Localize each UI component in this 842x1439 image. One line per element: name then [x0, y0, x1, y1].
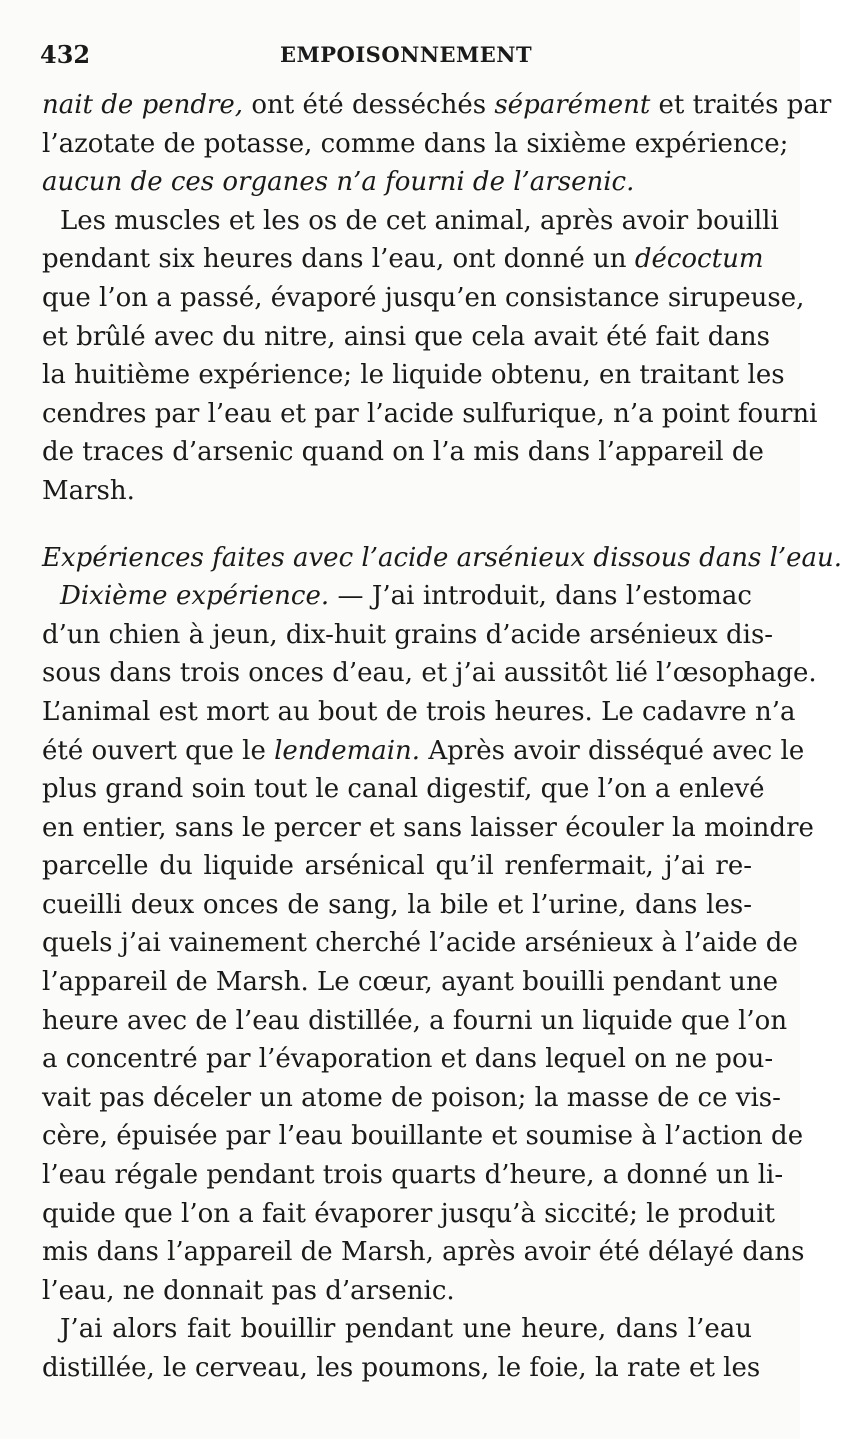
text-run: pendant six heures dans l’eau, ont donné un — [42, 244, 635, 275]
italic-text: Dixième expérience. — [60, 581, 330, 612]
text-line — [42, 395, 818, 434]
text-run: cendres par l’eau et par l’acide sulfurique, n’a point fourni — [42, 398, 818, 429]
italic-text: séparément — [494, 90, 651, 120]
text-line — [42, 163, 752, 202]
text-line — [42, 125, 789, 164]
text-run: de traces d’arsenic quand on l’a mis dans l’appareil de — [42, 437, 764, 468]
text-run: parcelle du liquide arsénical qu’il renfermait, j’ai re- — [42, 851, 752, 882]
text-line — [42, 1310, 752, 1349]
text-run: a concentré par l’évaporation et dans lequel on ne pou- — [42, 1044, 774, 1075]
text-run: quels j’ai vainement cherché l’acide arsénieux à l’aide de — [42, 928, 798, 959]
text-run: heure avec de l’eau distillée, a fourni un liquide que l’on — [42, 1005, 788, 1036]
text-run: quide que l’on a fait évaporer jusqu’à siccité; le produit — [42, 1198, 775, 1229]
text-line — [42, 1272, 752, 1311]
text-run: distillée, le cerveau, les poumons, le foie, la rate et les — [42, 1353, 761, 1383]
running-title: EMPOISONNEMENT — [280, 42, 533, 67]
text-line — [42, 202, 779, 241]
text-run: l’eau régale pendant trois quarts d’heure, a donné un li- — [42, 1160, 784, 1191]
text-line — [42, 963, 779, 1002]
text-line — [42, 1195, 775, 1234]
italic-text: aucun de ces organes n’a fourni de l’arsenic. — [42, 167, 635, 198]
text-run: été ouvert que le — [42, 735, 275, 766]
text-line — [42, 433, 764, 472]
text-line — [42, 693, 796, 732]
text-run: et traités par — [650, 90, 832, 120]
text-line — [42, 1002, 788, 1041]
text-line — [42, 1349, 761, 1388]
text-line — [42, 1156, 784, 1195]
text-run: Marsh. — [42, 475, 135, 506]
text-run: mis dans l’appareil de Marsh, après avoir été délayé dans — [42, 1237, 805, 1268]
text-run: J’ai alors fait bouillir pendant une heure, dans l’eau — [60, 1314, 752, 1345]
text-line — [42, 770, 765, 809]
text-run: Après avoir disséqué avec le — [420, 735, 805, 766]
text-line — [42, 1117, 804, 1156]
text-run: — J’ai introduit, dans l’estomac — [329, 581, 752, 612]
text-run: en entier, sans le percer et sans laisser écouler la moindre — [42, 812, 814, 843]
text-line — [42, 654, 817, 693]
text-line — [42, 86, 832, 125]
text-line — [42, 279, 805, 318]
text-run: l’azotate de potasse, comme dans la sixième expérience; — [42, 128, 789, 159]
text-line — [42, 924, 798, 963]
text-line — [42, 732, 805, 771]
text-run: la huitième expérience; le liquide obtenu, en traitant les — [42, 360, 785, 391]
text-run: sous dans trois onces d’eau, et j’ai aussitôt lié l’œsophage. — [42, 658, 817, 689]
text-line — [42, 847, 752, 886]
italic-text: lendemain. — [274, 735, 421, 766]
italic-text: nait de pendre, — [42, 90, 244, 120]
text-line — [42, 809, 814, 848]
text-line — [42, 1040, 774, 1079]
text-run: plus grand soin tout le canal digestif, que l’on a enlevé — [42, 774, 765, 805]
text-line — [42, 356, 785, 395]
text-run: l’appareil de Marsh. Le cœur, ayant bouilli pendant une — [42, 967, 779, 998]
body-text — [42, 86, 842, 1388]
text-run: cère, épuisée par l’eau bouillante et soumise à l’action de — [42, 1121, 804, 1152]
text-line — [42, 1233, 805, 1272]
italic-text: décoctum — [634, 244, 764, 275]
text-line — [42, 240, 764, 279]
italic-text: Expériences faites avec l’acide arsénieux dissous dans l’eau. — [42, 542, 842, 573]
text-line — [42, 616, 774, 655]
text-line — [42, 318, 770, 357]
page-header — [40, 40, 740, 80]
text-run: cueilli deux onces de sang, la bile et l’urine, dans les- — [42, 889, 752, 920]
text-run: ont été desséchés — [243, 90, 495, 120]
section-heading — [42, 539, 842, 578]
page-number: 432 — [40, 40, 91, 69]
text-run: que l’on a passé, évaporé jusqu’en consistance sirupeuse, — [42, 282, 805, 313]
text-run: l’eau, ne donnait pas d’arsenic. — [42, 1275, 455, 1306]
text-line — [42, 886, 752, 925]
text-run: Les muscles et les os de cet animal, après avoir bouilli — [60, 205, 779, 236]
text-line — [42, 577, 752, 616]
text-run: L’animal est mort au bout de trois heures. Le cadavre n’a — [42, 696, 796, 727]
text-line — [42, 472, 752, 511]
text-line — [42, 1079, 781, 1118]
text-run: et brûlé avec du nitre, ainsi que cela avait été fait dans — [42, 321, 770, 352]
text-run: vait pas déceler un atome de poison; la masse de ce vis- — [42, 1082, 781, 1113]
text-run: d’un chien à jeun, dix-huit grains d’acide arsénieux dis- — [42, 619, 774, 650]
